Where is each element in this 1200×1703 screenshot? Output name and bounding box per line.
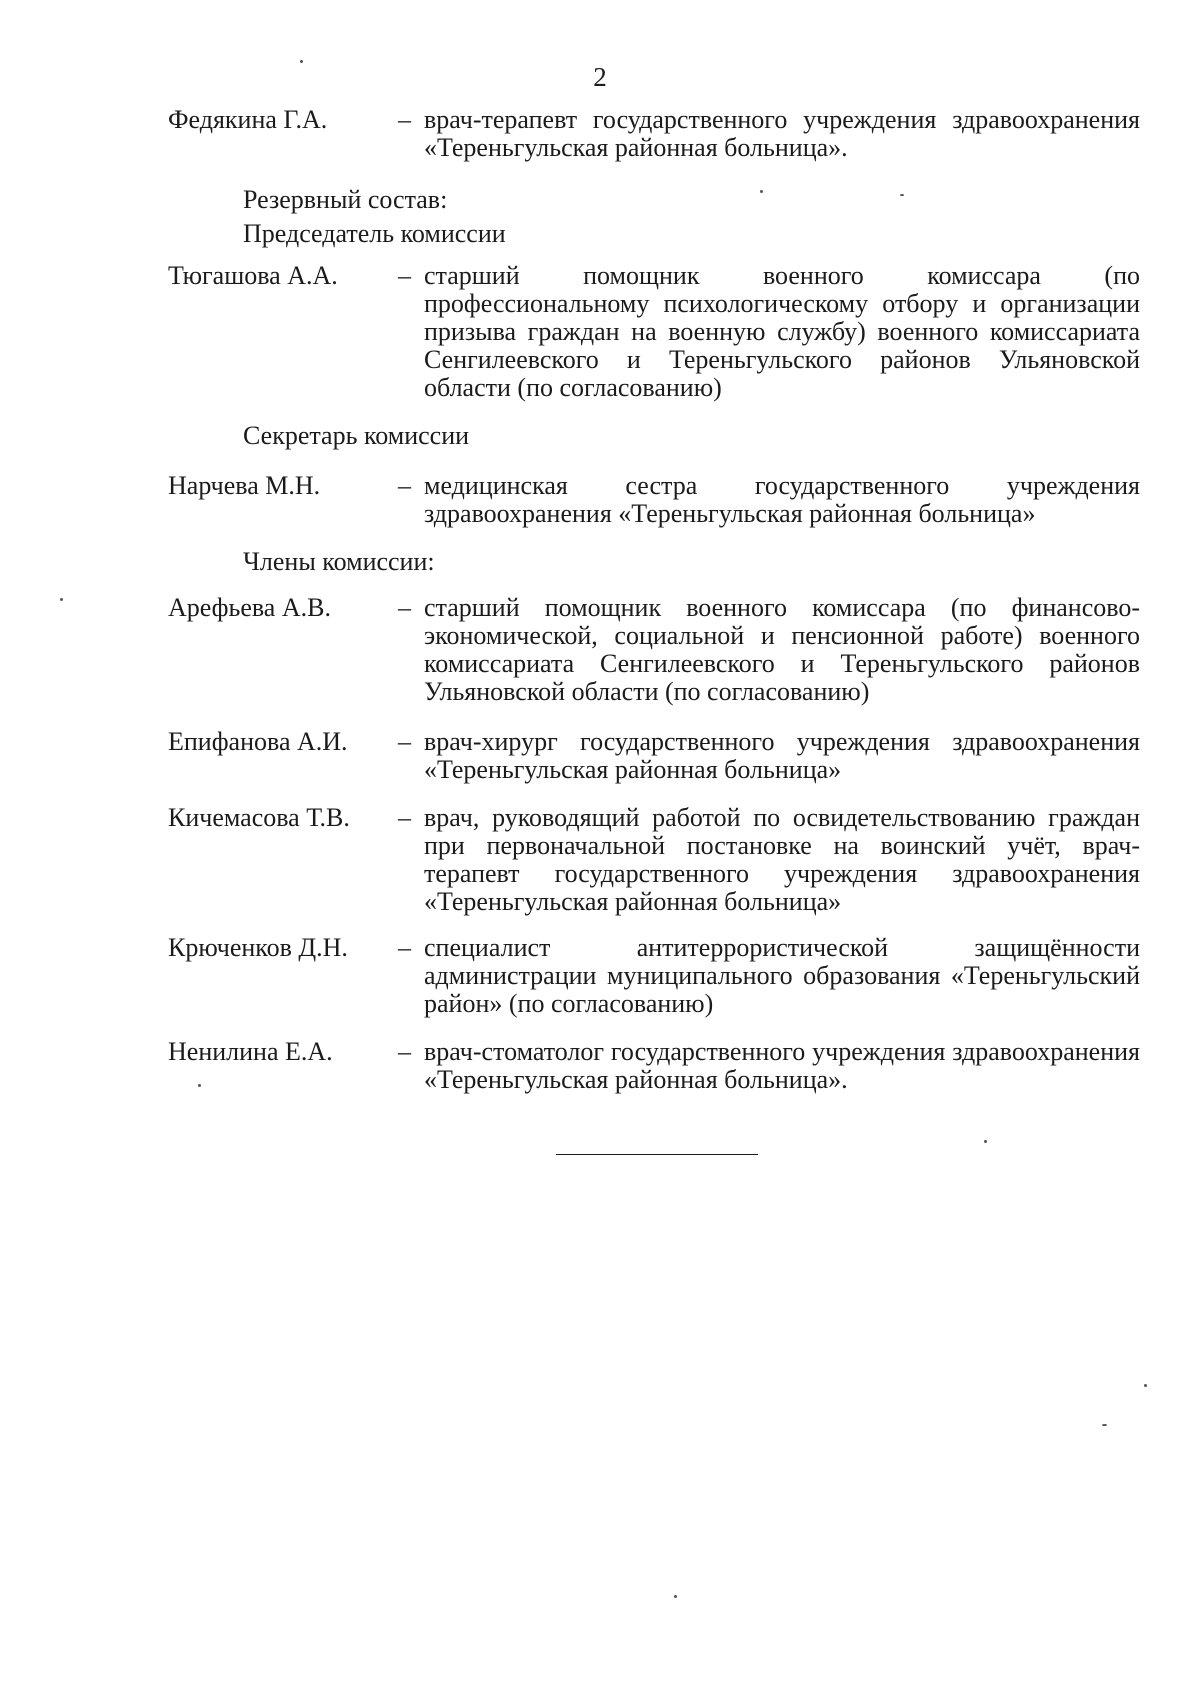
entry-name: Епифанова А.И. xyxy=(168,727,348,756)
entry-name: Федякина Г.А. xyxy=(168,105,328,134)
entry-description: врач, руководящий работой по освидетельствованию граждан при первоначальной постановке на воинский учёт, врач-терапевт государственного учреждения здравоохранения «Тереньгульская районная больница» xyxy=(424,803,1140,916)
scan-speck xyxy=(60,598,63,601)
scan-speck xyxy=(984,1140,987,1143)
end-rule xyxy=(556,1154,758,1155)
entry-description: старший помощник военного комиссара (по профессиональному психологическому отбору и организации призыва граждан на военную службу) военного комиссариата Сенгилеевского и Тереньгульского районов Ульяновской области (по согласованию) xyxy=(424,261,1140,402)
entry-name: Крюченков Д.Н. xyxy=(168,933,348,962)
entry-name: Нарчева М.Н. xyxy=(168,471,321,500)
scan-speck xyxy=(1144,1384,1147,1387)
entry-dash: – xyxy=(398,727,411,756)
entry-name: Ненилина Е.А. xyxy=(168,1037,333,1066)
entry-dash: – xyxy=(398,471,411,500)
scan-speck xyxy=(300,60,303,63)
entry-dash: – xyxy=(398,261,411,290)
entry-description: врач-стоматолог государственного учреждения здравоохранения «Тереньгульская районная больница». xyxy=(424,1037,1140,1094)
scan-speck xyxy=(198,1084,201,1087)
scan-speck xyxy=(674,1595,677,1598)
entry-dash: – xyxy=(398,803,411,832)
members-heading: Члены комиссии: xyxy=(243,547,435,576)
chair-heading: Председатель комиссии xyxy=(243,219,506,248)
entry-description: медицинская сестра государственного учреждения здравоохранения «Тереньгульская районная больница» xyxy=(424,471,1140,528)
reserve-heading: Резервный состав: xyxy=(243,185,448,214)
entry-description: специалист антитеррористической защищённости администрации муниципального образования «Тереньгульский район» (по согласованию) xyxy=(424,933,1140,1018)
entry-dash: – xyxy=(398,105,411,134)
entry-name: Кичемасова Т.В. xyxy=(168,803,350,832)
scan-speck xyxy=(760,190,763,193)
entry-description: старший помощник военного комиссара (по финансово-экономической, социальной и пенсионной работе) военного комиссариата Сенгилеевского и Тереньгульского районов Ульяновской области (по согласованию) xyxy=(424,593,1140,706)
entry-dash: – xyxy=(398,1037,411,1066)
secretary-heading: Секретарь комиссии xyxy=(243,421,470,450)
entry-name: Тюгашова А.А. xyxy=(168,261,338,290)
entry-dash: – xyxy=(398,593,411,622)
entry-name: Арефьева А.В. xyxy=(168,593,331,622)
page-number: 2 xyxy=(593,62,607,92)
scan-speck xyxy=(1102,1424,1107,1426)
entry-dash: – xyxy=(398,933,411,962)
scan-speck xyxy=(900,194,904,196)
entry-description: врач-терапевт государственного учреждения здравоохранения «Тереньгульская районная больница». xyxy=(424,105,1140,162)
entry-description: врач-хирург государственного учреждения здравоохранения «Тереньгульская районная больница» xyxy=(424,727,1140,784)
